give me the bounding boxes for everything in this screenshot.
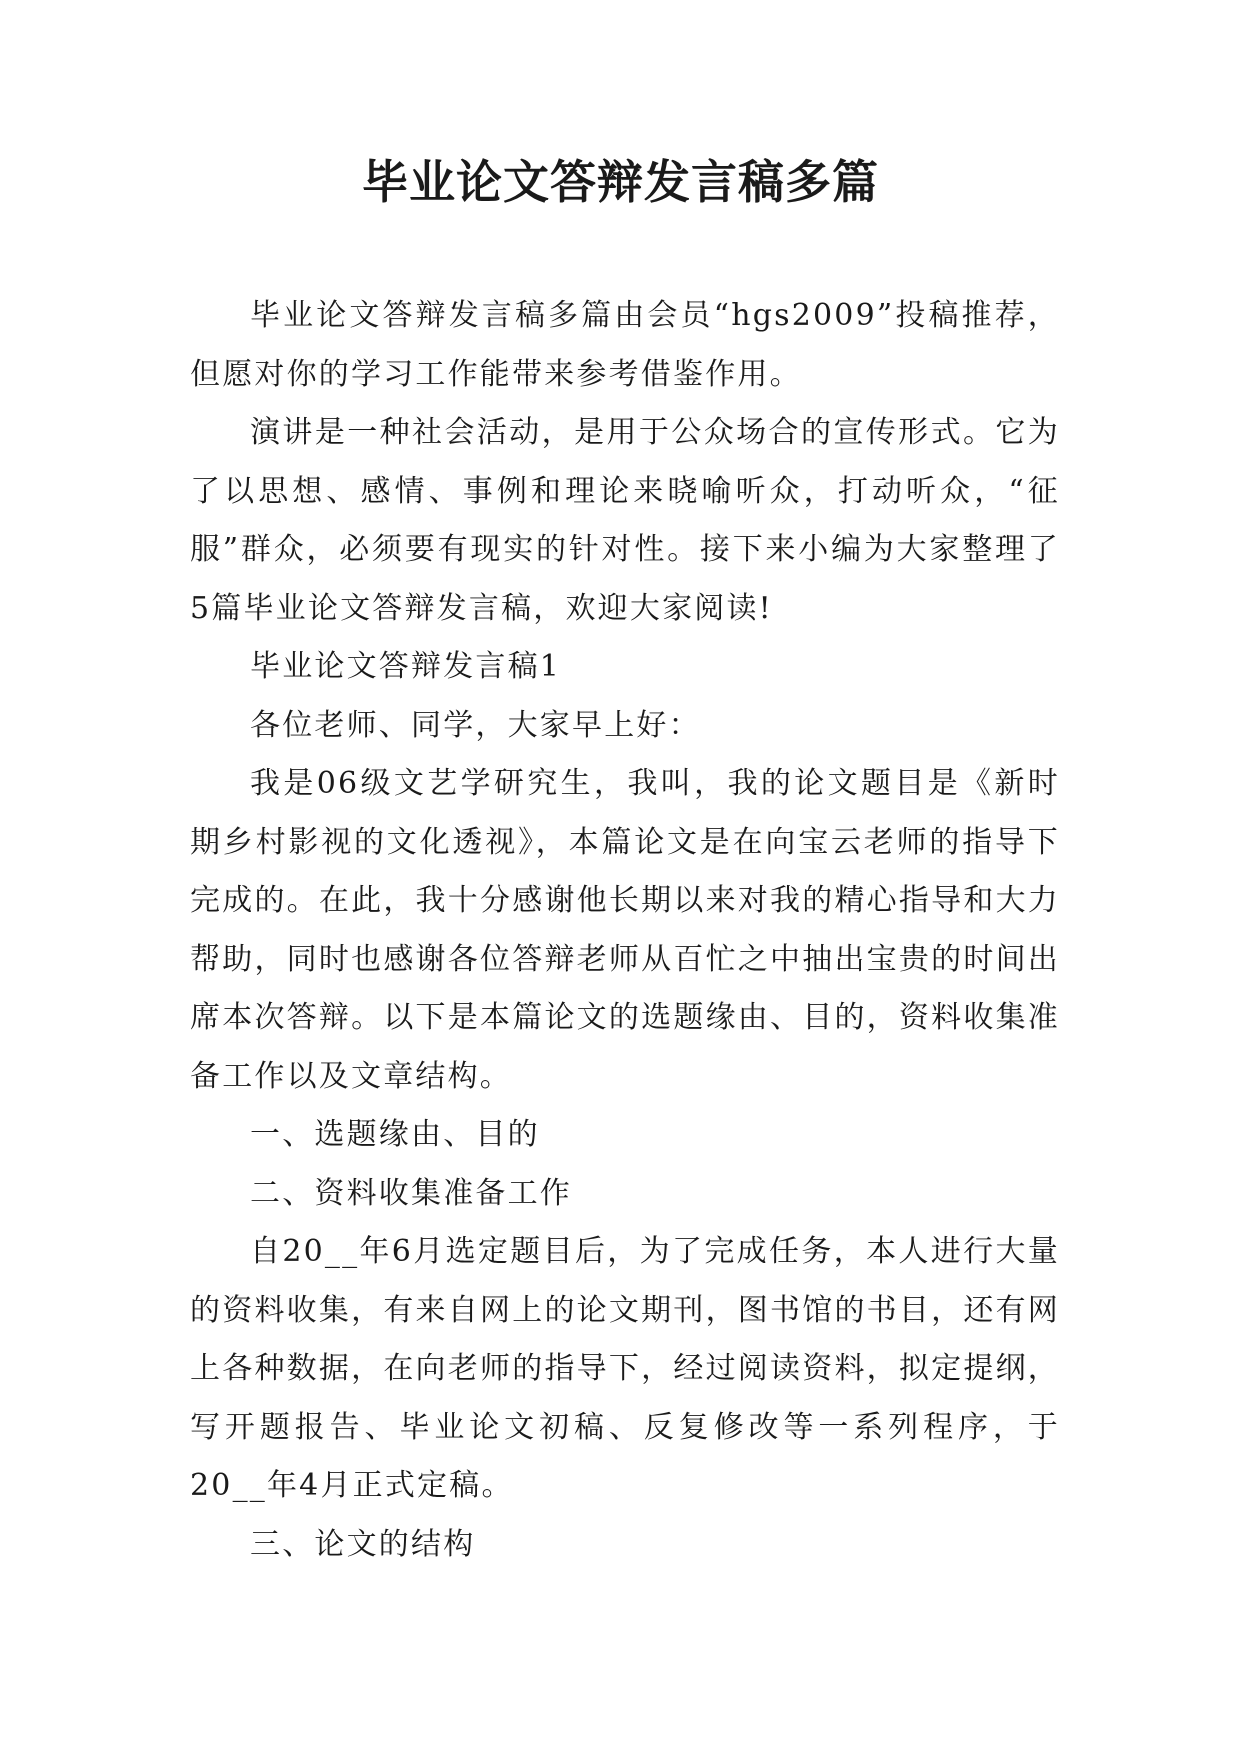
subheading-material-preparation: 二、资料收集准备工作: [250, 1175, 572, 1211]
subheading-topic-reason: 一、选题缘由、目的: [250, 1117, 540, 1152]
material-preparation-paragraph: 自20__年6月选定题目后，为了完成任务，本人进行大量的资料收集，有来自网上的论文期刊，图书馆的书目，还有网上各种数据，在向老师的指导下，经过阅读资料，拟定提纲，写开题报告、毕业论文初稿、反复修改等一系列程序，于20__年4月正式定稿。: [190, 1234, 1060, 1503]
greeting-line: 各位老师、同学，大家早上好：: [250, 707, 701, 743]
section-heading-speech-1: 毕业论文答辩发言稿1: [250, 649, 562, 684]
subheading-paper-structure: 三、论文的结构: [250, 1526, 476, 1562]
document-title: 毕业论文答辩发言稿多篇: [362, 155, 879, 209]
intro-paragraph: 毕业论文答辩发言稿多篇由会员“hgs2009”投稿推荐，但愿对你的学习工作能带来参考借鉴作用。: [190, 298, 1060, 392]
document-body: [190, 287, 1060, 1574]
self-introduction-paragraph: 我是06级文艺学研究生，我叫，我的论文题目是《新时期乡村影视的文化透视》，本篇论文是在向宝云老师的指导下完成的。在此，我十分感谢他长期以来对我的精心指导和大力帮助，同时也感谢各位答辩老师从百忙之中抽出宝贵的时间出席本次答辩。以下是本篇论文的选题缘由、目的，资料收集准备工作以及文章结构。: [190, 766, 1060, 1094]
speech-description-paragraph: 演讲是一种社会活动，是用于公众场合的宣传形式。它为了以思想、感情、事例和理论来晓喻听众，打动听众，“征服”群众，必须要有现实的针对性。接下来小编为大家整理了5篇毕业论文答辩发言稿，欢迎大家阅读!: [190, 415, 1060, 626]
